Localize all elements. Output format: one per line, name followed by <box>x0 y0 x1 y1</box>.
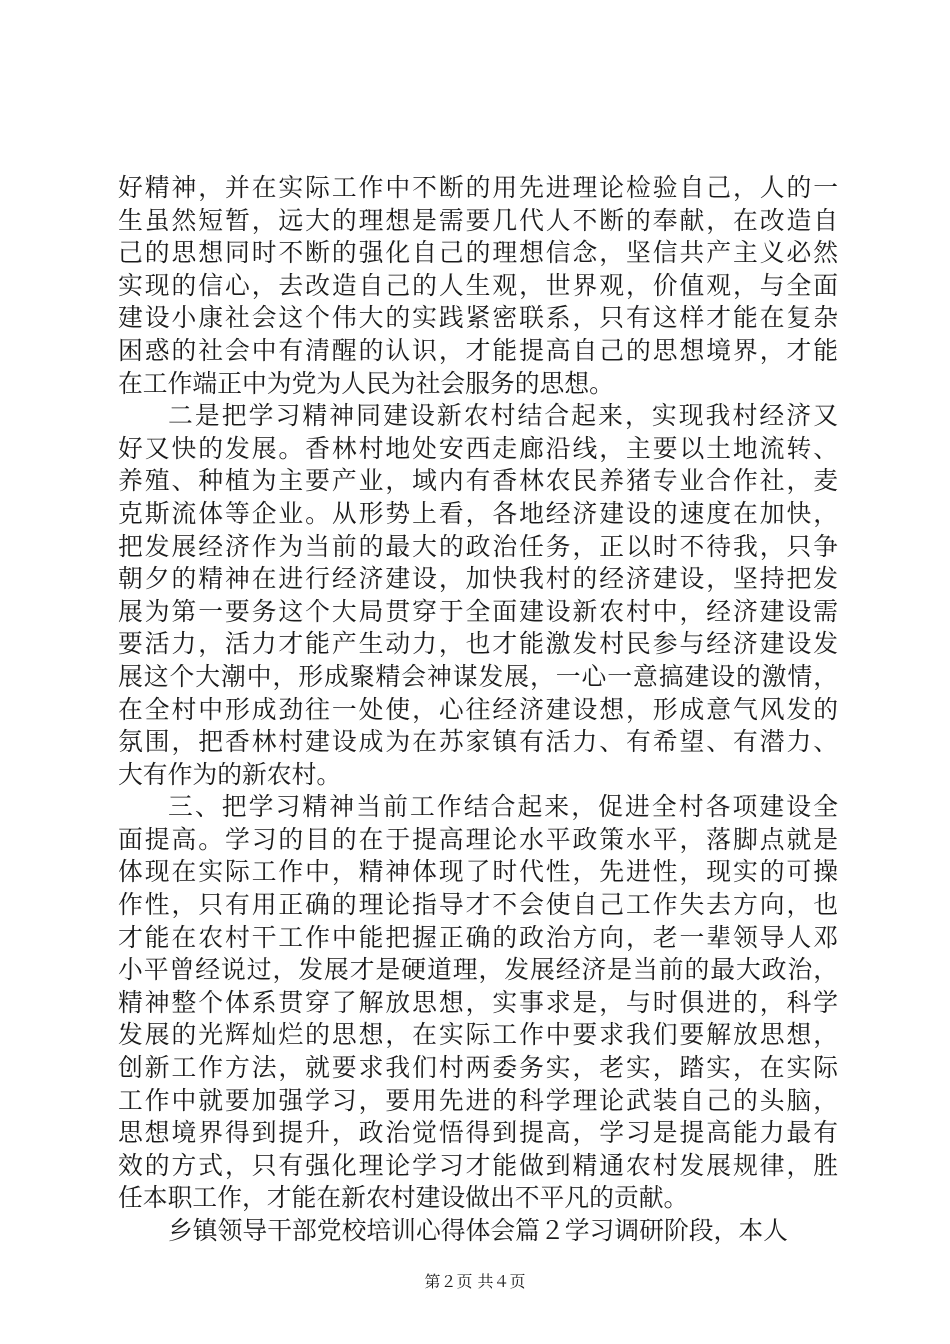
text-line: 发展的光辉灿烂的思想，在实际工作中要求我们要解放思想， <box>118 1020 838 1050</box>
text-line: 养殖、种植为主要产业，域内有香林农民养猪专业合作社，麦 <box>118 466 838 496</box>
page-footer: 第２页 共４页 <box>424 1272 526 1291</box>
document-body <box>118 172 838 1248</box>
paragraph <box>118 791 838 1215</box>
text-line: 二是把学习精神同建设新农村结合起来，实现我村经济又 <box>168 401 838 431</box>
text-line: 工作中就要加强学习，要用先进的科学理论武装自己的头脑， <box>118 1085 838 1115</box>
text-line: 面提高。学习的目的在于提高理论水平政策水平，落脚点就是 <box>118 824 838 854</box>
text-line: 好又快的发展。香林村地处安西走廊沿线，主要以土地流转、 <box>118 433 838 463</box>
text-line: 实现的信心，去改造自己的人生观，世界观，价值观，与全面 <box>118 270 838 300</box>
text-line: 创新工作方法，就要求我们村两委务实，老实，踏实，在实际 <box>118 1053 838 1083</box>
text-line: 体现在实际工作中，精神体现了时代性，先进性，现实的可操 <box>118 857 838 887</box>
text-line: 任本职工作，才能在新农村建设做出不平凡的贡献。 <box>118 1183 689 1213</box>
paragraph <box>118 400 838 791</box>
text-line: 己的思想同时不断的强化自己的理想信念，坚信共产主义必然 <box>118 238 838 268</box>
text-line: 乡镇领导干部党校培训心得体会篇２学习调研阶段，本人 <box>168 1216 788 1245</box>
text-line: 作性，只有用正确的理论指导才不会使自己工作失去方向，也 <box>118 890 838 920</box>
text-line: 好精神，并在实际工作中不断的用先进理论检验自己，人的一 <box>118 173 838 202</box>
text-line: 大有作为的新农村。 <box>118 759 342 789</box>
text-line: 才能在农村干工作中能把握正确的政治方向，老一辈领导人邓 <box>118 922 838 952</box>
text-line: 在工作端正中为党为人民为社会服务的思想。 <box>118 368 614 398</box>
text-line: 展为第一要务这个大局贯穿于全面建设新农村中，经济建设需 <box>118 596 838 626</box>
text-line: 小平曾经说过，发展才是硬道理，发展经济是当前的最大政治， <box>118 955 838 985</box>
text-line: 在全村中形成劲往一处使，心往经济建设想，形成意气风发的 <box>118 694 838 724</box>
text-line: 建设小康社会这个伟大的实践紧密联系，只有这样才能在复杂 <box>118 303 838 333</box>
text-line: 把发展经济作为当前的最大的政治任务，正以时不待我，只争 <box>118 531 838 561</box>
text-line: 展这个大潮中，形成聚精会神谋发展，一心一意搞建设的激情， <box>118 661 838 691</box>
text-line: 困惑的社会中有清醒的认识，才能提高自己的思想境界，才能 <box>118 335 838 365</box>
text-line: 氛围，把香林村建设成为在苏家镇有活力、有希望、有潜力、 <box>118 727 838 757</box>
text-line: 思想境界得到提升，政治觉悟得到提高，学习是提高能力最有 <box>118 1118 838 1148</box>
text-line: 要活力，活力才能产生动力，也才能激发村民参与经济建设发 <box>118 629 838 659</box>
paragraph <box>118 1215 838 1248</box>
text-line: 生虽然短暂，远大的理想是需要几代人不断的奉献，在改造自 <box>118 205 838 235</box>
text-line: 效的方式，只有强化理论学习才能做到精通农村发展规律，胜 <box>118 1150 838 1180</box>
text-line: 朝夕的精神在进行经济建设，加快我村的经济建设，坚持把发 <box>118 564 838 594</box>
text-line: 三、把学习精神当前工作结合起来，促进全村各项建设全 <box>168 792 838 822</box>
text-line: 精神整个体系贯穿了解放思想，实事求是，与时俱进的，科学 <box>118 987 838 1017</box>
text-line: 克斯流体等企业。从形势上看，各地经济建设的速度在加快， <box>118 498 838 528</box>
paragraph <box>118 172 838 400</box>
